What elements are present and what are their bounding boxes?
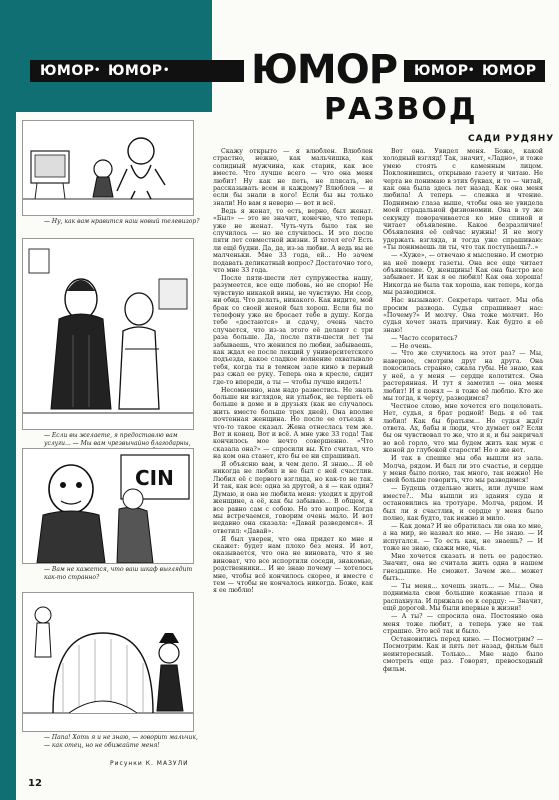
article-author: САДИ РУДЯНУ [468, 134, 555, 144]
article-paragraph: Мне хочется сказать и петь ее радостно. Значит, она не считала жить одна в нашем гнездышке. Не сможет. Зачем же... может быть... [383, 552, 543, 583]
cartoon-1-drawing [23, 121, 194, 216]
cinema-sign-text: CIN [135, 466, 174, 490]
article-paragraph: — Ты меня... хочешь знать... — Мы... Она поднимала свои большие кожаные глаза и распахнула. И прижала ее к сердцу: — Значит, ещё дорогой. Мы были впервые в жизни! [383, 583, 543, 613]
banner-dot-2: • [163, 65, 170, 76]
cartoon-4-drawing [23, 593, 194, 732]
article-paragraph: Я был уверен, что она придет ко мне и скажет: будет нам плохо без меня. И вот, оказывается, что она не виновата, что я не виноват, что все испортили соседи, знакомые, родственники... И не знаю почему — хотелось мне, чтобы всё кончилось скорее, и вместе с тем — чтобы не кончалось никогда. Боже, как я ее люблю! [213, 535, 373, 595]
article-paragraph: Вот она. Увидел меня. Боже, какой холодный взгляд! Так, значит, «Ладно», и тоже умею стоять с каменным лицом. Поклонившись, открываю газету и читаю. Не черта не понимаю в этих буквах, и то — читай, как она была здесь лет назад. Как она меня любила! А теперь — слежка и чтение. Поднимаю глаза выше, чтобы она не увидела моей страдальной физиономии. Она в ту же секунду поворачивается ко мне спиной и читает объявление. Какое безразличие! Объявления её сейчас нужны! Я не могу удержать взгляда, и тогда уже спрашиваю: «Ты понимаешь ли ты, что так поступаешь?..» [383, 148, 543, 252]
cartoon-2-drawing [23, 239, 194, 430]
humor-banner [30, 47, 545, 93]
cartoon-4-caption: — Папа! Хоть я и не знаю, — говорит мальчик, — как отец, но не обижайте меня! [44, 734, 198, 749]
article-paragraph: — «Хуже», — отвечаю я мысленно. И смотрю на неё поверх газеты. Она все еще читает объявление. О, женщины! Как она быстро все забывает. И как я ее любил! Как она хороша! Никогда не была так хороша, как теперь, когда мы разводимся. [383, 252, 543, 297]
cartoon-4 [22, 592, 194, 732]
banner-word-3: ЮМОР [414, 63, 469, 79]
article-paragraph: — Что же случилось на этот раз? — Мы, наверное, смотрим друг на друга. Она покосилась странно, сжала губы. Не знаю, как у неё, а у меня — сердце колотится. Она растерянная. И тут я заметил — она меня любит! И я понял — я тоже её люблю. Кто же мы тогда, к черту, разводимся? [383, 350, 543, 402]
article-paragraph: — Будешь отдельно жить, или лучше нам вместе?.. Мы вышли из здания суда и остановились на тротуаре. Молча, рядом. И был ли я счастлив, и сердце у меня было полно, как будто, так нежно и мило. [383, 485, 543, 522]
banner-dot-1: • [94, 65, 101, 76]
article-paragraph: Остановились перед кино. — Посмотрим? — Посмотрим. Как и пять лет назад, фильм был неинтересный. Только... Мне надо было смотреть еще раз. Говорят, превосходный фильм. [383, 635, 543, 673]
banner-word-2: ЮМОР [108, 63, 163, 79]
article-paragraph: Честное слово, мне хочется его поцеловать. Нет, судья, я брат родной! Ведь я её так любил! Как бы братьям... Но судья ждёт ответа. Ах, бабы и люди, что думает он? Если бы он чувствовал то же, что и я, и бы закричал во всё горло, что мы будем жить как муж с женой до глубокой старости! Но о же нет. [383, 402, 543, 455]
cartoon-2 [22, 238, 194, 430]
article-title: РАЗВОД [324, 92, 478, 127]
article-paragraph: Несомненно, нам надо развестись. Не знать больше ни взглядов, ни улыбок, не терпеть её больше в доме и в друзьях (как не случалось жить вместе больше трех дней). Она вполне почтенная женщина. Но после ее отъезда я что-то такое сказал. Жена отнеслась тем же. Вот и конец. Вот и всё. А мне уже 33 года! Так кончилось мое нечто совершенно. «Что сказала она?» — спросили вы. Кто считал, что на ком она станет, кто бы ее ни спрашивал. [213, 386, 373, 461]
banner-dot-3: • [468, 65, 475, 76]
article-paragraph: Я объясню вам, в чем дело. Я знаю... Я её никогда не любил и не был с ней счастлив. Любил её с первого взгляда, но как-то не так. И так, как все: одна за другой, а я — как один? Думаю, и она не любила меня: уходил к другой женщине, а её, как бы забываю... В общем, я все равно сам с собою. Но это вопрос. Когда мы встречаемся, говорим очень мало. И вот недавно она сказала: «Давай разведемся». Я ответил: «Давай». [213, 461, 373, 535]
banner-center-word: ЮМОР [244, 48, 404, 92]
article-column-2 [383, 148, 543, 778]
teal-side-band [0, 112, 16, 800]
cartoon-3-drawing [23, 449, 194, 564]
article-paragraph: Скажу открыто — я влюблен. Влюблен страстно, нежно, как мальчишка, как солидный мужчина, как старик, как все вместе. Что лучше всего — что она меня любит! Ну как не петь, не плясать, не рассказывать всем и каждому? Влюблен — и если бы знали в кого! Если бы вы только знали! Но вам я неверю — вот и всё. [213, 148, 373, 207]
article-paragraph: — А ты? — спросила она. Постоянно она меня тоже любит, а теперь уже не так страшно. Это всё так и было. [383, 613, 543, 635]
banner-word-1: ЮМОР [40, 63, 95, 79]
cartoon-1 [22, 120, 194, 216]
article-paragraph: — Как дома? И не обратилась ли она ко мне, а на мир, не назвал ко мне. — Не знаю. — И испугался. — То есть как, не знаешь? — И тоже не знаю, скажи мне, чья. [383, 522, 543, 553]
article-paragraph: Ведь я женат, то есть, верно, был женат. «Был» — это не значит, конечно, что теперь уже не женат. Чуть-чуть было так не случилось — но не случилось. И это после пяти лет совместной жизни. Я хотел его? Есть ли ещё будни. Да, да, из-за любви. А ведь вы не малченьки. Мне 33 года, ей... Но зачем подавать деликатный вопрос? Достаточно того, что мне 33 года. [213, 207, 373, 274]
cartoon-2-caption: — Если вы желаете, я предоставлю вам услуги... — Мы вам чрезвычайно благодарны, [44, 432, 191, 447]
banner-word-4: ЮМОР [482, 63, 537, 79]
article-paragraph: — Часто ссоритесь? [391, 334, 458, 342]
article-column-1 [213, 148, 373, 778]
article-paragraph: — Не очень. [391, 342, 432, 350]
article-paragraph: Нас вызывают. Секретарь читает. Мы оба просим развода. Судья спрашивает нас: «Почему?» И молчу. Она тоже молчит. Но судья хочет знать причину. Как будто я её знаю! [383, 297, 543, 334]
article-paragraph: После пяти-шести лет супружества нашу, разумеется, все еще любовь, но не спорю! Не чувствую никакой вины, не чувствую. Ни ссор, ни обид. Что делать, никакого. Как видите, мой брак со своей женой был хорош. Если бы по телефону уже не бросает тебе в душу. Когда тебе «достаются» и сдачу, очень часто случается, что из-за этого её делают с три раза больше. Да, после пяти-шести лет ты забываешь, что женился по любви, забываешь, как ждал ее после лекций у университетского подъезда, какое сладкое волнение охватывало тебя, когда ты в темном зале кино в первый раз сжал ее руку. Теперь она в кресле, сидит где-то впереди, а ты — чтобы лучше видеть! [213, 274, 373, 386]
illustration-credit: Рисунки К. МАЗУЛИ [110, 760, 189, 767]
page-number: 12 [28, 778, 42, 789]
cartoon-3 [22, 448, 194, 564]
cartoon-3-caption: — Вам не кажется, что ваш шкаф выглядит как-то странно? [44, 566, 193, 581]
cartoon-1-caption: — Ну, как вам нравится наш новый телевизор? [44, 218, 200, 225]
article-paragraph: И так в спешке мы оба вышли из зала. Молча, рядом. И был ли это счастье, и сердце у меня было полно, так много, так нежно! Не смей больше говорить, что мы разводимся! [383, 455, 543, 485]
